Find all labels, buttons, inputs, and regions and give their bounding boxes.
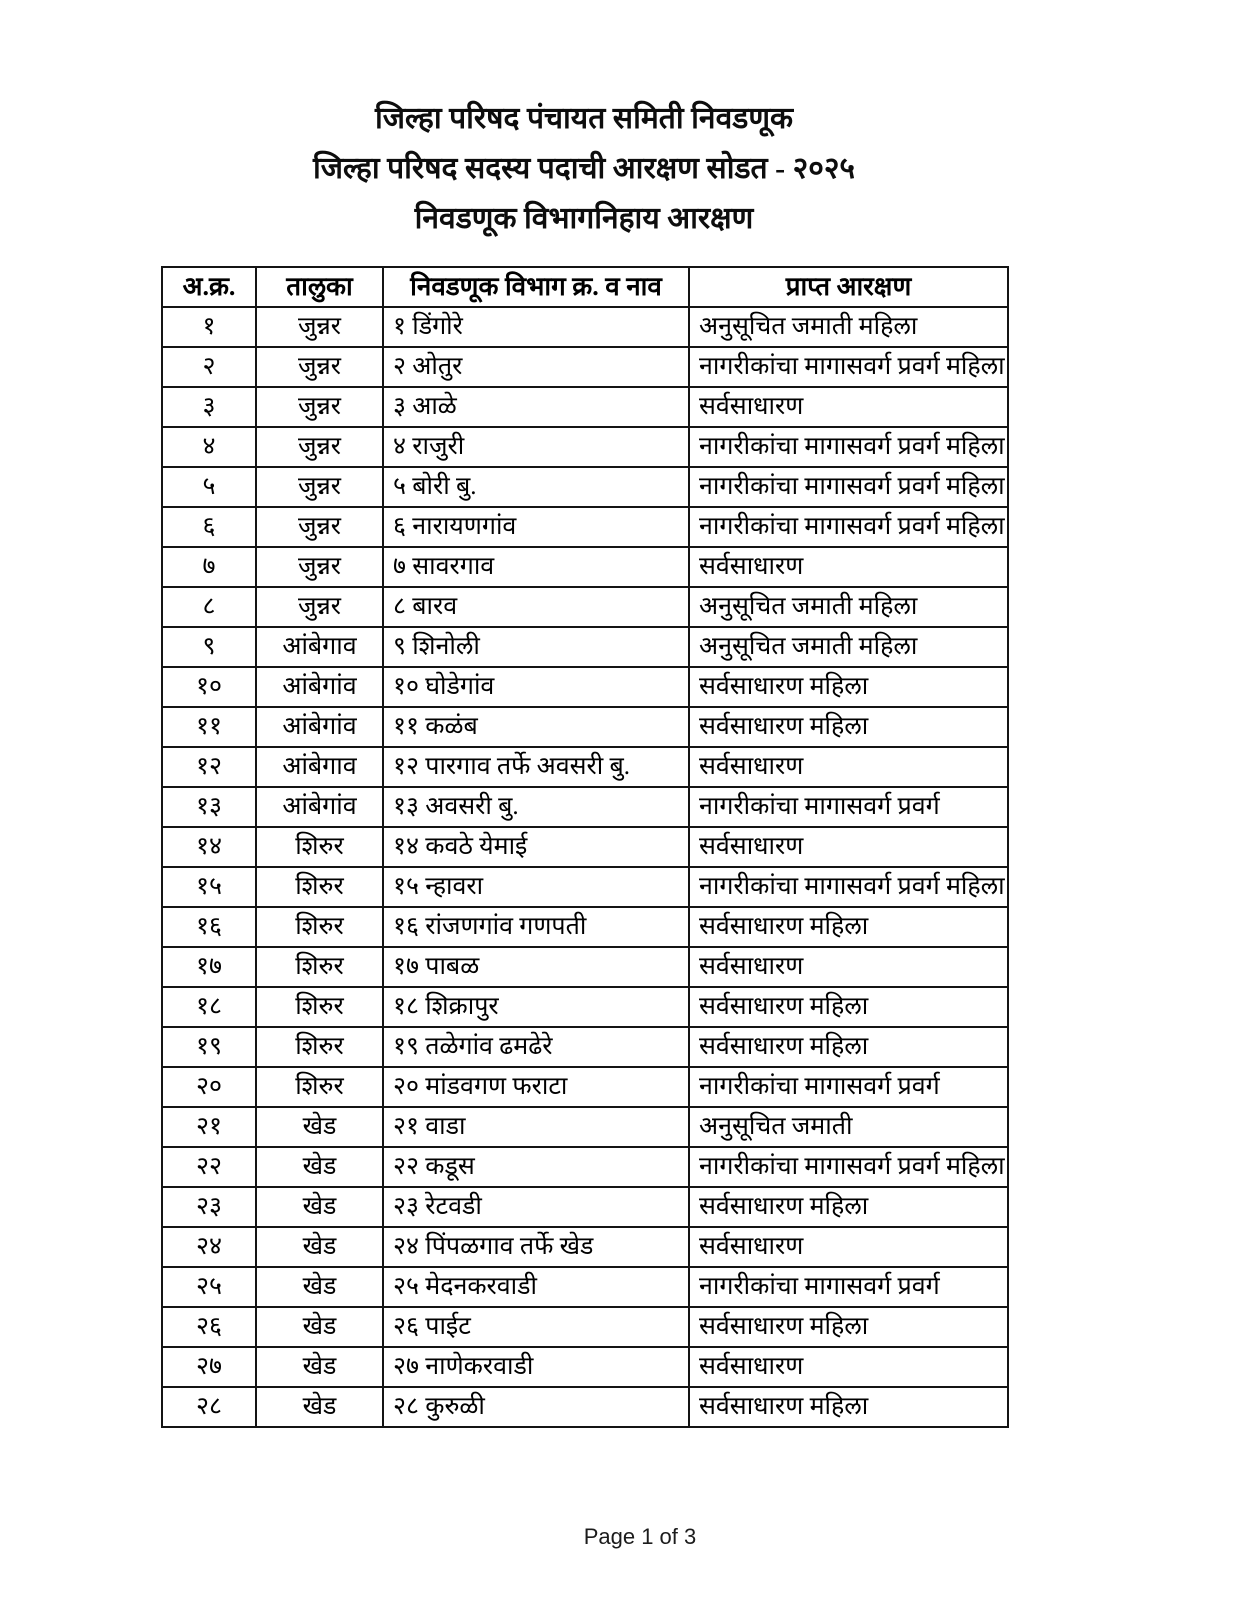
column-header-division: निवडणूक विभाग क्र. व नाव xyxy=(383,267,689,307)
table-row xyxy=(162,1067,1008,1107)
cell-taluka: शिरुर xyxy=(256,827,383,867)
table-row xyxy=(162,907,1008,947)
table-row xyxy=(162,707,1008,747)
table-row xyxy=(162,1107,1008,1147)
table-row xyxy=(162,667,1008,707)
column-header-serial: अ.क्र. xyxy=(162,267,256,307)
cell-taluka: शिरुर xyxy=(256,947,383,987)
table-row xyxy=(162,587,1008,627)
table-row xyxy=(162,867,1008,907)
cell-taluka: खेड xyxy=(256,1147,383,1187)
cell-serial: १६ xyxy=(162,907,256,947)
cell-taluka: जुन्नर xyxy=(256,387,383,427)
reservation-table xyxy=(161,266,1009,1428)
document-title-line-3: निवडणूक विभागनिहाय आरक्षण xyxy=(414,202,754,235)
cell-taluka: खेड xyxy=(256,1307,383,1347)
cell-reservation: नागरीकांचा मागासवर्ग प्रवर्ग महिला xyxy=(689,427,1008,467)
table-header-row xyxy=(162,267,1008,307)
cell-reservation: सर्वसाधारण xyxy=(689,947,1008,987)
cell-reservation: सर्वसाधारण xyxy=(689,547,1008,587)
cell-serial: २३ xyxy=(162,1187,256,1227)
cell-reservation: सर्वसाधारण महिला xyxy=(689,707,1008,747)
cell-reservation: सर्वसाधारण महिला xyxy=(689,907,1008,947)
cell-reservation: सर्वसाधारण xyxy=(689,747,1008,787)
cell-reservation: अनुसूचित जमाती महिला xyxy=(689,307,1008,347)
cell-serial: ३ xyxy=(162,387,256,427)
column-header-reservation: प्राप्त आरक्षण xyxy=(689,267,1008,307)
cell-reservation: अनुसूचित जमाती महिला xyxy=(689,627,1008,667)
cell-taluka: शिरुर xyxy=(256,907,383,947)
table-row xyxy=(162,1347,1008,1387)
cell-division: १८ शिक्रापुर xyxy=(383,987,689,1027)
page-number: Page 1 of 3 xyxy=(583,1524,697,1549)
cell-serial: २८ xyxy=(162,1387,256,1427)
cell-reservation: सर्वसाधारण महिला xyxy=(689,667,1008,707)
cell-serial: ५ xyxy=(162,467,256,507)
cell-serial: १० xyxy=(162,667,256,707)
table-row xyxy=(162,1267,1008,1307)
table-row xyxy=(162,347,1008,387)
cell-taluka: खेड xyxy=(256,1187,383,1227)
cell-taluka: आंबेगांव xyxy=(256,707,383,747)
cell-serial: ११ xyxy=(162,707,256,747)
cell-reservation: सर्वसाधारण महिला xyxy=(689,1027,1008,1067)
cell-reservation: नागरीकांचा मागासवर्ग प्रवर्ग xyxy=(689,787,1008,827)
cell-division: ६ नारायणगांव xyxy=(383,507,689,547)
table-row xyxy=(162,627,1008,667)
cell-division: ९ शिनोली xyxy=(383,627,689,667)
cell-reservation: सर्वसाधारण महिला xyxy=(689,1387,1008,1427)
table-row xyxy=(162,1147,1008,1187)
document-title-line-1: जिल्हा परिषद पंचायत समिती निवडणूक xyxy=(374,102,794,135)
cell-taluka: शिरुर xyxy=(256,1027,383,1067)
table-row xyxy=(162,1227,1008,1267)
table-row xyxy=(162,947,1008,987)
cell-taluka: जुन्नर xyxy=(256,427,383,467)
table-row xyxy=(162,1027,1008,1067)
cell-division: २४ पिंपळगाव तर्फे खेड xyxy=(383,1227,689,1267)
cell-reservation: नागरीकांचा मागासवर्ग प्रवर्ग xyxy=(689,1267,1008,1307)
cell-taluka: खेड xyxy=(256,1347,383,1387)
cell-serial: २२ xyxy=(162,1147,256,1187)
table-row xyxy=(162,387,1008,427)
cell-taluka: आंबेगाव xyxy=(256,627,383,667)
cell-reservation: नागरीकांचा मागासवर्ग प्रवर्ग महिला xyxy=(689,347,1008,387)
cell-serial: १५ xyxy=(162,867,256,907)
table-row xyxy=(162,307,1008,347)
cell-serial: ४ xyxy=(162,427,256,467)
cell-division: ५ बोरी बु. xyxy=(383,467,689,507)
cell-reservation: नागरीकांचा मागासवर्ग प्रवर्ग महिला xyxy=(689,867,1008,907)
cell-division: १९ तळेगांव ढमढेरे xyxy=(383,1027,689,1067)
cell-serial: ९ xyxy=(162,627,256,667)
cell-taluka: जुन्नर xyxy=(256,547,383,587)
table-row xyxy=(162,827,1008,867)
cell-division: १५ न्हावरा xyxy=(383,867,689,907)
cell-division: ३ आळे xyxy=(383,387,689,427)
cell-taluka: खेड xyxy=(256,1267,383,1307)
table-row xyxy=(162,547,1008,587)
cell-serial: २ xyxy=(162,347,256,387)
table-body xyxy=(162,307,1008,1427)
column-header-taluka: तालुका xyxy=(256,267,383,307)
cell-taluka: जुन्नर xyxy=(256,347,383,387)
cell-division: १३ अवसरी बु. xyxy=(383,787,689,827)
cell-division: ८ बारव xyxy=(383,587,689,627)
cell-taluka: खेड xyxy=(256,1227,383,1267)
cell-division: २६ पाईट xyxy=(383,1307,689,1347)
cell-division: २५ मेदनकरवाडी xyxy=(383,1267,689,1307)
cell-taluka: शिरुर xyxy=(256,987,383,1027)
cell-taluka: जुन्नर xyxy=(256,507,383,547)
cell-serial: १ xyxy=(162,307,256,347)
cell-taluka: आंबेगाव xyxy=(256,747,383,787)
cell-serial: २४ xyxy=(162,1227,256,1267)
cell-taluka: खेड xyxy=(256,1387,383,1427)
document-title xyxy=(161,94,1007,244)
cell-division: २३ रेटवडी xyxy=(383,1187,689,1227)
cell-division: २ ओतुर xyxy=(383,347,689,387)
cell-taluka: आंबेगांव xyxy=(256,667,383,707)
table-row xyxy=(162,427,1008,467)
cell-reservation: नागरीकांचा मागासवर्ग प्रवर्ग xyxy=(689,1067,1008,1107)
table-row xyxy=(162,507,1008,547)
table-row xyxy=(162,747,1008,787)
cell-division: १२ पारगाव तर्फे अवसरी बु. xyxy=(383,747,689,787)
cell-reservation: सर्वसाधारण xyxy=(689,1227,1008,1267)
cell-reservation: सर्वसाधारण xyxy=(689,1347,1008,1387)
cell-division: १ डिंगोरे xyxy=(383,307,689,347)
cell-division: २० मांडवगण फराटा xyxy=(383,1067,689,1107)
cell-reservation: नागरीकांचा मागासवर्ग प्रवर्ग महिला xyxy=(689,507,1008,547)
cell-reservation: अनुसूचित जमाती महिला xyxy=(689,587,1008,627)
cell-serial: १८ xyxy=(162,987,256,1027)
cell-serial: १९ xyxy=(162,1027,256,1067)
cell-division: १७ पाबळ xyxy=(383,947,689,987)
cell-reservation: नागरीकांचा मागासवर्ग प्रवर्ग महिला xyxy=(689,467,1008,507)
cell-taluka: जुन्नर xyxy=(256,467,383,507)
cell-reservation: सर्वसाधारण xyxy=(689,387,1008,427)
cell-taluka: खेड xyxy=(256,1107,383,1147)
table-row xyxy=(162,987,1008,1027)
table-row xyxy=(162,1387,1008,1427)
cell-serial: १७ xyxy=(162,947,256,987)
cell-reservation: सर्वसाधारण xyxy=(689,827,1008,867)
cell-reservation: अनुसूचित जमाती xyxy=(689,1107,1008,1147)
cell-serial: २५ xyxy=(162,1267,256,1307)
cell-division: २१ वाडा xyxy=(383,1107,689,1147)
cell-serial: २१ xyxy=(162,1107,256,1147)
table-row xyxy=(162,1307,1008,1347)
cell-reservation: सर्वसाधारण महिला xyxy=(689,1187,1008,1227)
cell-division: २७ नाणेकरवाडी xyxy=(383,1347,689,1387)
cell-taluka: आंबेगांव xyxy=(256,787,383,827)
cell-serial: ७ xyxy=(162,547,256,587)
cell-serial: ८ xyxy=(162,587,256,627)
cell-reservation: नागरीकांचा मागासवर्ग प्रवर्ग महिला xyxy=(689,1147,1008,1187)
cell-division: ७ सावरगाव xyxy=(383,547,689,587)
cell-division: २२ कडूस xyxy=(383,1147,689,1187)
cell-serial: ६ xyxy=(162,507,256,547)
table-row xyxy=(162,787,1008,827)
cell-reservation: सर्वसाधारण महिला xyxy=(689,1307,1008,1347)
cell-serial: २६ xyxy=(162,1307,256,1347)
cell-taluka: जुन्नर xyxy=(256,307,383,347)
document-title-line-2: जिल्हा परिषद सदस्य पदाची आरक्षण सोडत - २०२५ xyxy=(312,152,856,185)
cell-division: १६ रांजणगांव गणपती xyxy=(383,907,689,947)
cell-taluka: शिरुर xyxy=(256,1067,383,1107)
cell-serial: २७ xyxy=(162,1347,256,1387)
cell-serial: १४ xyxy=(162,827,256,867)
cell-division: ४ राजुरी xyxy=(383,427,689,467)
cell-serial: १३ xyxy=(162,787,256,827)
cell-serial: २० xyxy=(162,1067,256,1107)
cell-taluka: जुन्नर xyxy=(256,587,383,627)
cell-division: १० घोडेगांव xyxy=(383,667,689,707)
cell-serial: १२ xyxy=(162,747,256,787)
cell-reservation: सर्वसाधारण महिला xyxy=(689,987,1008,1027)
cell-division: २८ कुरुळी xyxy=(383,1387,689,1427)
cell-division: ११ कळंब xyxy=(383,707,689,747)
table-row xyxy=(162,1187,1008,1227)
cell-division: १४ कवठे येमाई xyxy=(383,827,689,867)
table-row xyxy=(162,467,1008,507)
cell-taluka: शिरुर xyxy=(256,867,383,907)
